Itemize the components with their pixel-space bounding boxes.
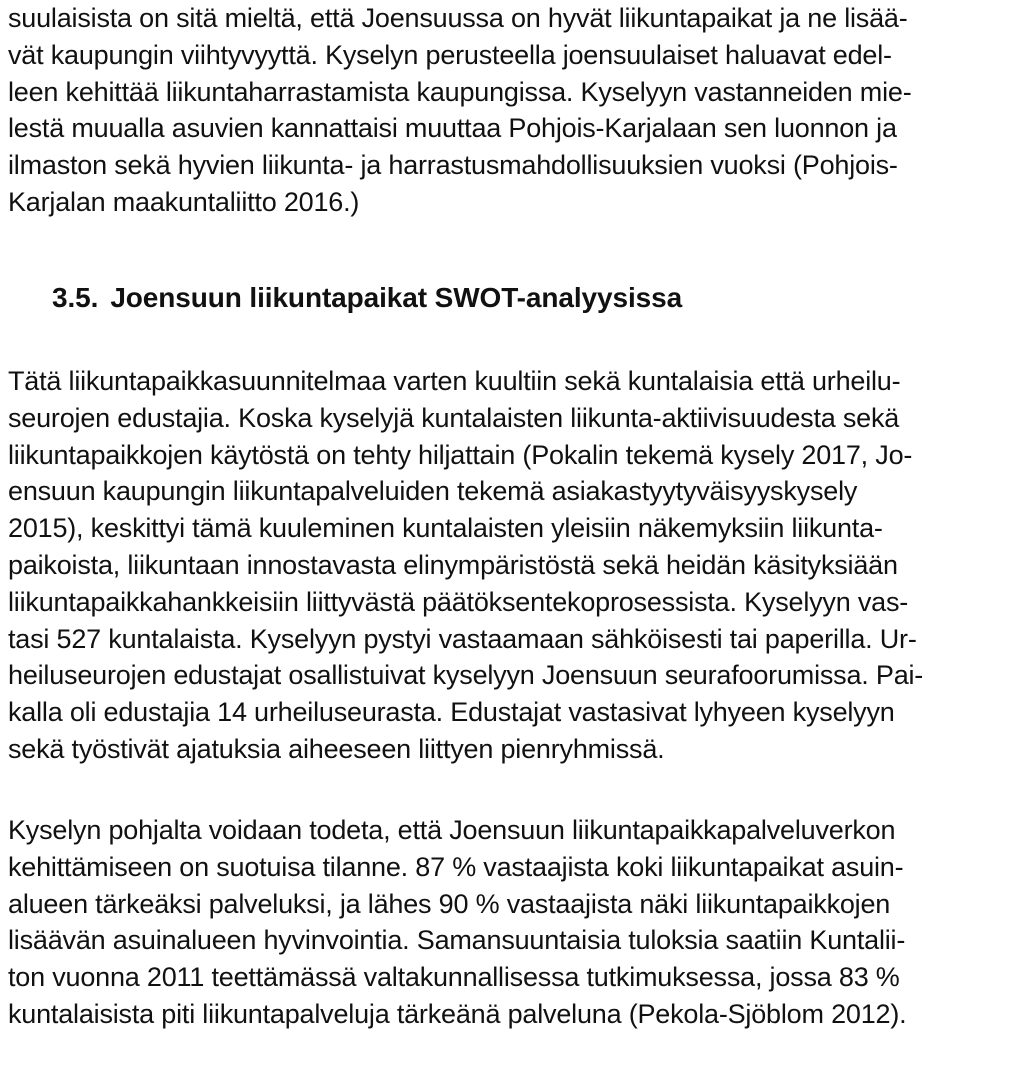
text-line: liikuntapaikkahankkeisiin liittyvästä päätöksentekoprosessista. Kyselyyn vas- <box>8 586 909 617</box>
text-line: paikoista, liikuntaan innostavasta elinympäristöstä sekä heidän käsityksiään <box>8 549 898 580</box>
text-line: kalla oli edustajia 14 urheiluseurasta. Edustajat vastasivat lyhyeen kyselyyn <box>8 697 895 728</box>
section-number: 3.5. <box>52 282 99 313</box>
text-line: Kyselyn pohjalta voidaan todeta, että Joensuun liikuntapaikkapalveluverkon <box>8 815 896 845</box>
text-line: seurojen edustajia. Koska kyselyjä kuntalaisten liikunta-aktiivisuudesta sekä <box>8 402 900 433</box>
text-line: lestä muualla asuvien kannattaisi muuttaa Pohjois-Karjalaan sen luonnon ja <box>8 113 897 144</box>
text-line: Karjalan maakuntaliitto 2016.) <box>8 186 360 217</box>
text-line: ensuun kaupungin liikuntapalveluiden tekemä asiakastyytyväisyyskysely <box>8 476 858 507</box>
text-line: kehittämiseen on suotuisa tilanne. 87 % vastaajista koki liikuntapaikat asuin- <box>8 851 904 882</box>
intro-paragraph <box>8 0 1016 221</box>
survey-paragraph <box>8 363 1016 768</box>
text-line: liikuntapaikkojen käytöstä on tehty hiljattain (Pokalin tekemä kysely 2017, Jo- <box>8 439 913 470</box>
text-line: sekä työstivät ajatuksia aiheeseen liittyen pienryhmissä. <box>8 733 665 764</box>
text-line: ilmaston sekä hyvien liikunta- ja harrastusmahdollisuuksien vuoksi (Pohjois- <box>8 150 898 181</box>
text-line: 2015), keskittyi tämä kuuleminen kuntalaisten yleisiin näkemyksiin liikunta- <box>8 513 883 544</box>
text-line: Tätä liikuntapaikkasuunnitelmaa varten kuultiin sekä kuntalaisia että urheilu- <box>8 366 901 396</box>
text-line: heiluseurojen edustajat osallistuivat kyselyyn Joensuun seurafoorumissa. Pai- <box>8 660 924 691</box>
text-line: tasi 527 kuntalaista. Kyselyyn pystyi vastaamaan sähköisesti tai paperilla. Ur- <box>8 623 917 654</box>
text-line: ton vuonna 2011 teettämässä valtakunnallisessa tutkimuksessa, jossa 83 % <box>8 962 900 993</box>
text-line: suulaisista on sitä mieltä, että Joensuussa on hyvät liikuntapaikat ja ne lisää- <box>8 3 908 33</box>
text-line: vät kaupungin viihtyvyyttä. Kyselyn perusteella joensuulaiset haluavat edel- <box>8 39 892 70</box>
text-line: leen kehittää liikuntaharrastamista kaupungissa. Kyselyyn vastanneiden mie- <box>8 76 912 107</box>
section-heading <box>52 279 682 317</box>
results-paragraph <box>8 812 1016 1033</box>
text-line: lisäävän asuinalueen hyvinvointia. Samansuuntaisia tuloksia saatiin Kuntalii- <box>8 925 906 956</box>
text-line: kuntalaisista piti liikuntapalveluja tärkeänä palveluna (Pekola-Sjöblom 2012). <box>8 998 907 1029</box>
text-line: alueen tärkeäksi palveluksi, ja lähes 90 % vastaajista näki liikuntapaikkojen <box>8 888 891 919</box>
section-title: Joensuun liikuntapaikat SWOT-analyysissa <box>110 282 683 313</box>
